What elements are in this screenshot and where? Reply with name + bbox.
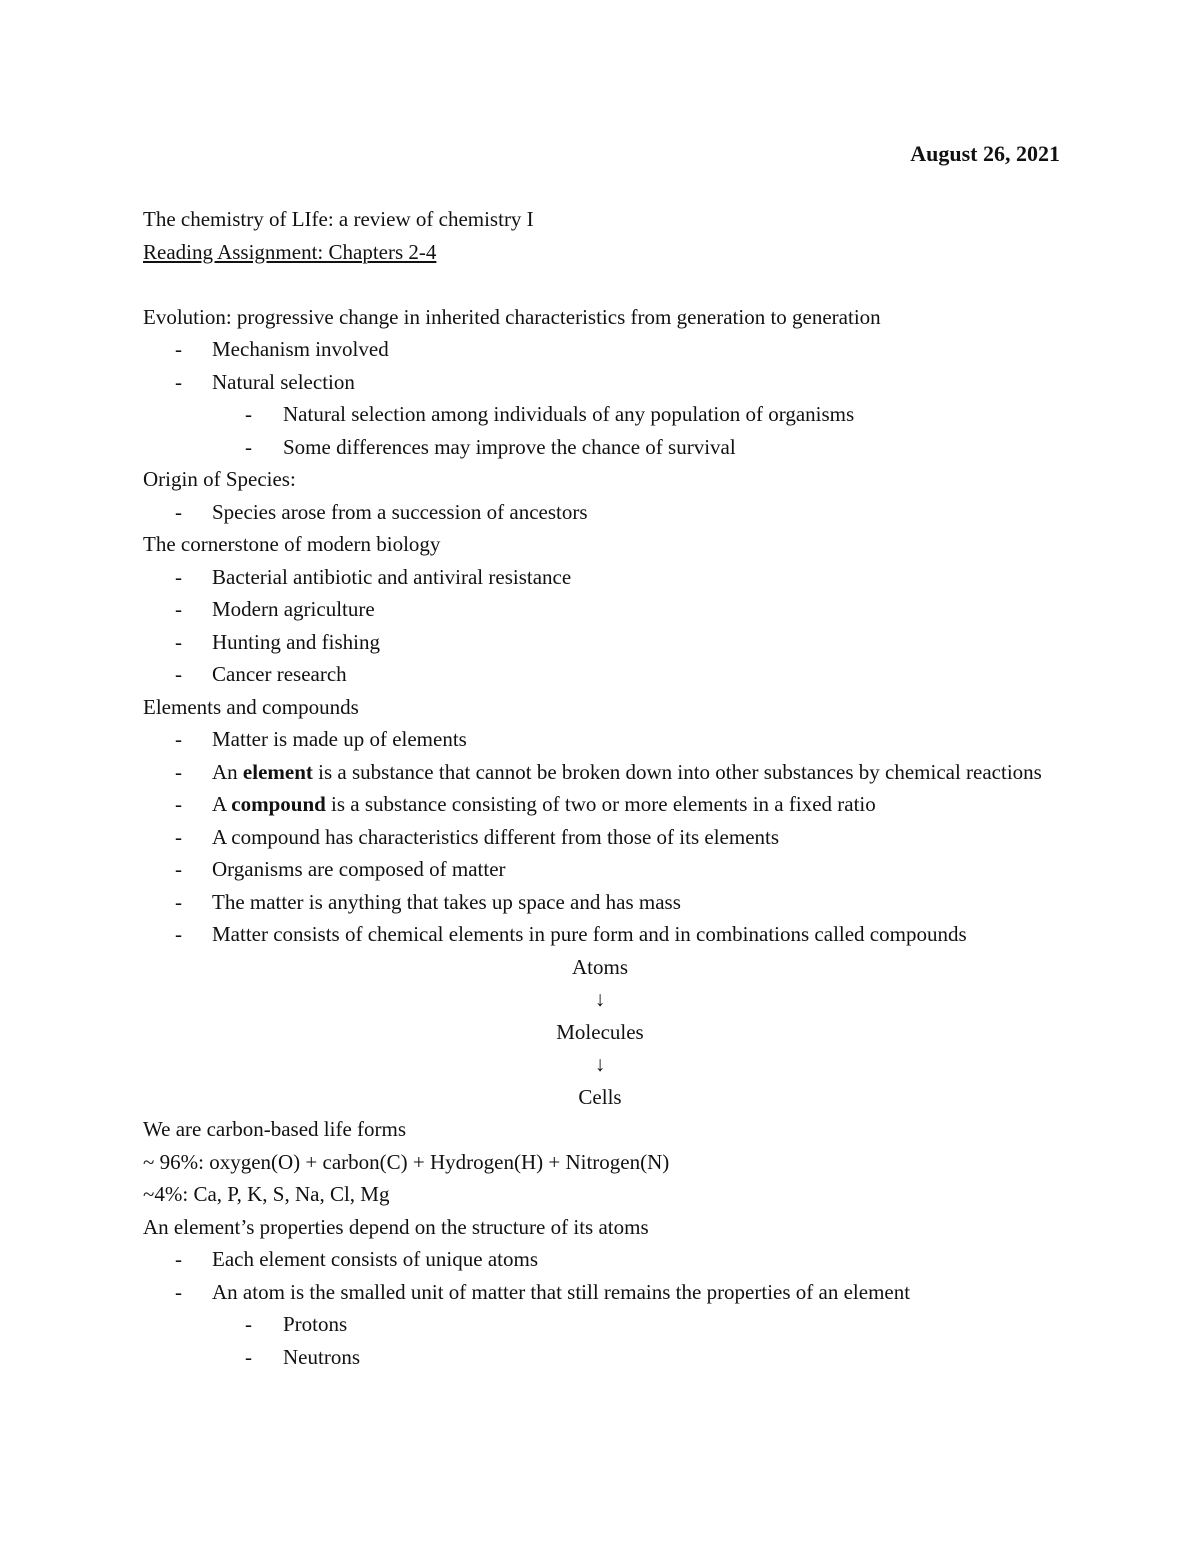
list-item: - Each element consists of unique atoms xyxy=(143,1243,1073,1276)
sub-list-item: - Neutrons xyxy=(143,1341,1073,1374)
bullet-dash: - xyxy=(175,597,182,621)
bullet-dash: - xyxy=(175,727,182,751)
bullet-dash: - xyxy=(175,1247,182,1271)
term-element: element xyxy=(242,759,313,784)
bullet-dash: - xyxy=(175,564,182,589)
evolution-heading: Evolution: progressive change in inherited characteristics from generation to generation xyxy=(143,304,881,329)
sub-list-item: - Protons xyxy=(143,1308,1073,1341)
bullet-dash: - xyxy=(175,629,182,654)
elements-heading: Elements and compounds xyxy=(143,694,359,719)
list-item: - Modern agriculture xyxy=(143,593,1073,626)
bullet-dash: - xyxy=(175,857,182,881)
flow-molecules: Molecules xyxy=(556,1019,644,1044)
bullet-dash: - xyxy=(245,1344,252,1369)
bullet-dash: - xyxy=(245,434,252,459)
flow-atoms: Atoms xyxy=(571,954,628,979)
list-item: - Hunting and fishing xyxy=(143,626,1073,659)
bullet-dash: - xyxy=(175,337,182,361)
reading-assignment: Reading Assignment: Chapters 2-4 xyxy=(143,239,437,264)
list-item: - Bacterial antibiotic and antiviral resistance xyxy=(143,561,1073,594)
term-compound: compound xyxy=(231,792,326,816)
notes-body xyxy=(143,203,1073,1373)
bullet-dash: - xyxy=(175,499,182,524)
sub-list-item: - Some differences may improve the chance of survival xyxy=(143,431,1073,464)
bullet-dash: - xyxy=(175,792,182,816)
bullet-dash: - xyxy=(175,824,182,849)
list-item: - A compound has characteristics different from those of its elements xyxy=(143,821,1073,854)
cornerstone-heading: The cornerstone of modern biology xyxy=(143,532,441,556)
origin-heading: Origin of Species: xyxy=(143,467,296,491)
composition-96: ~ 96%: oxygen(O) + carbon(C) + Hydrogen(H) + Nitrogen(N) xyxy=(143,1149,670,1174)
bullet-dash: - xyxy=(175,662,182,686)
list-item: - Matter consists of chemical elements in pure form and in combinations called compounds xyxy=(143,918,1073,951)
list-item: - Species arose from a succession of ancestors xyxy=(143,496,1073,529)
composition-4: ~4%: Ca, P, K, S, Na, Cl, Mg xyxy=(143,1182,390,1206)
list-item: - Organisms are composed of matter xyxy=(143,853,1073,886)
carbon-line: We are carbon-based life forms xyxy=(143,1117,407,1141)
list-item: - An atom is the smalled unit of matter that still remains the properties of an element xyxy=(143,1276,1073,1309)
list-item: - Matter is made up of elements xyxy=(143,723,1073,756)
bullet-dash: - xyxy=(175,759,182,784)
bullet-dash: - xyxy=(245,402,252,426)
bullet-dash: - xyxy=(175,922,182,946)
atoms-heading: An element’s properties depend on the structure of its atoms xyxy=(143,1214,649,1239)
document-title: The chemistry of LIfe: a review of chemistry I xyxy=(143,207,534,231)
flow-cells: Cells xyxy=(578,1084,622,1109)
blank-line xyxy=(143,268,1073,301)
bullet-dash: - xyxy=(245,1312,252,1336)
down-arrow-icon: ↓ xyxy=(594,1052,606,1076)
list-item: - A compound is a substance consisting of two or more elements in a fixed ratio xyxy=(143,788,1073,821)
list-item: - An element is a substance that cannot be broken down into other substances by chemical reactions xyxy=(143,756,1073,789)
date: August 26, 2021 xyxy=(910,141,1060,166)
list-item: - Natural selection xyxy=(143,366,1073,399)
bullet-dash: - xyxy=(175,1279,182,1304)
list-item: - Cancer research xyxy=(143,658,1073,691)
down-arrow-icon: ↓ xyxy=(594,987,606,1011)
bullet-dash: - xyxy=(175,369,182,394)
bullet-dash: - xyxy=(175,889,182,914)
sub-list-item: - Natural selection among individuals of any population of organisms xyxy=(143,398,1073,431)
list-item: - Mechanism involved xyxy=(143,333,1073,366)
list-item: - The matter is anything that takes up space and has mass xyxy=(143,886,1073,919)
